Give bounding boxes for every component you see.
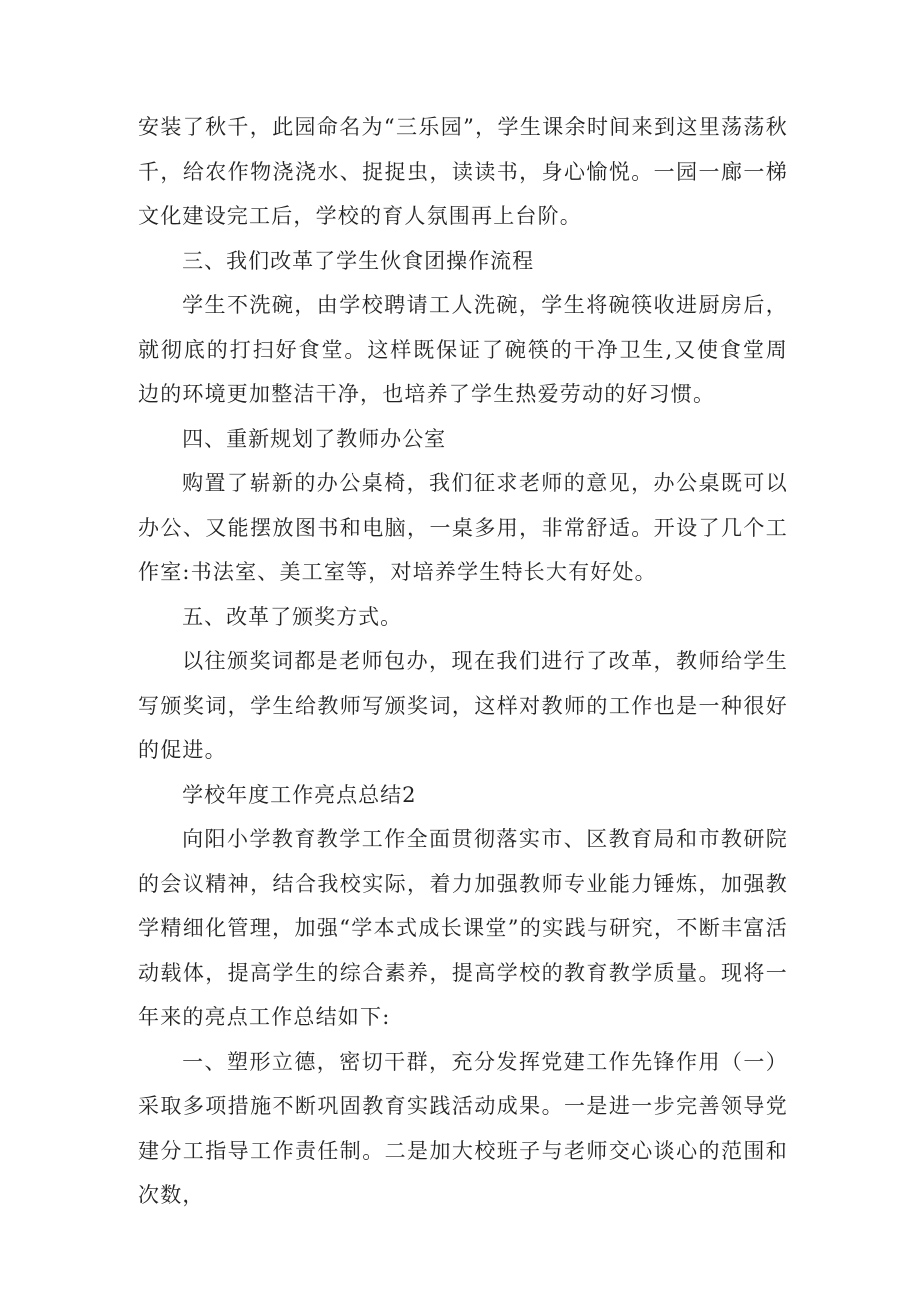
section-heading-award-reform: 五、改革了颁奖方式。 xyxy=(182,604,403,629)
paragraph-sanleyuan-continuation: 安装了秋千，此园命名为“三乐园”，学生课余时间来到这里荡荡秋千，给农作物浇浇水、捉捉虫，读读书，身心愉悦。一园一廊一梯文化建设完工后，学校的育人氛围再上台阶。 xyxy=(138,115,788,228)
paragraph-canteen-reform: 学生不洗碗，由学校聘请工人洗碗，学生将碗筷收进厨房后，就彻底的打扫好食堂。这样既保证了碗筷的干净卫生,又使食堂周边的环境更加整洁干净，也培养了学生热爱劳动的好习惯。 xyxy=(138,293,788,406)
paragraph-teacher-office: 购置了崭新的办公桌椅，我们征求老师的意见，办公桌既可以办公、又能摆放图书和电脑，一桌多用，非常舒适。开设了几个工作室:书法室、美工室等，对培养学生特长大有好处。 xyxy=(138,471,788,584)
document-subtitle-summary-2: 学校年度工作亮点总结2 xyxy=(182,782,417,807)
section-heading-canteen-reform: 三、我们改革了学生伙食团操作流程 xyxy=(182,248,535,273)
paragraph-xiangyang-introduction: 向阳小学教育教学工作全面贯彻落实市、区教育局和市教研院的会议精神，结合我校实际，着力加强教师专业能力锤炼，加强教学精细化管理，加强“学本式成长课堂”的实践与研究，不断丰富活动载体，提高学生的综合素养，提高学校的教育教学质量。现将一年来的亮点工作总结如下: xyxy=(138,827,788,1029)
paragraph-party-building: 一、塑形立德，密切干群，充分发挥党建工作先锋作用（一）采取多项措施不断巩固教育实践活动成果。一是进一步完善领导党建分工指导工作责任制。二是加大校班子与老师交心谈心的范围和次数， xyxy=(138,1049,788,1207)
document-body xyxy=(138,105,788,1218)
section-heading-teacher-office: 四、重新规划了教师办公室 xyxy=(182,426,447,451)
paragraph-award-reform: 以往颁奖词都是老师包办，现在我们进行了改革，教师给学生写颁奖词，学生给教师写颁奖词，这样对教师的工作也是一种很好的促进。 xyxy=(138,649,788,762)
